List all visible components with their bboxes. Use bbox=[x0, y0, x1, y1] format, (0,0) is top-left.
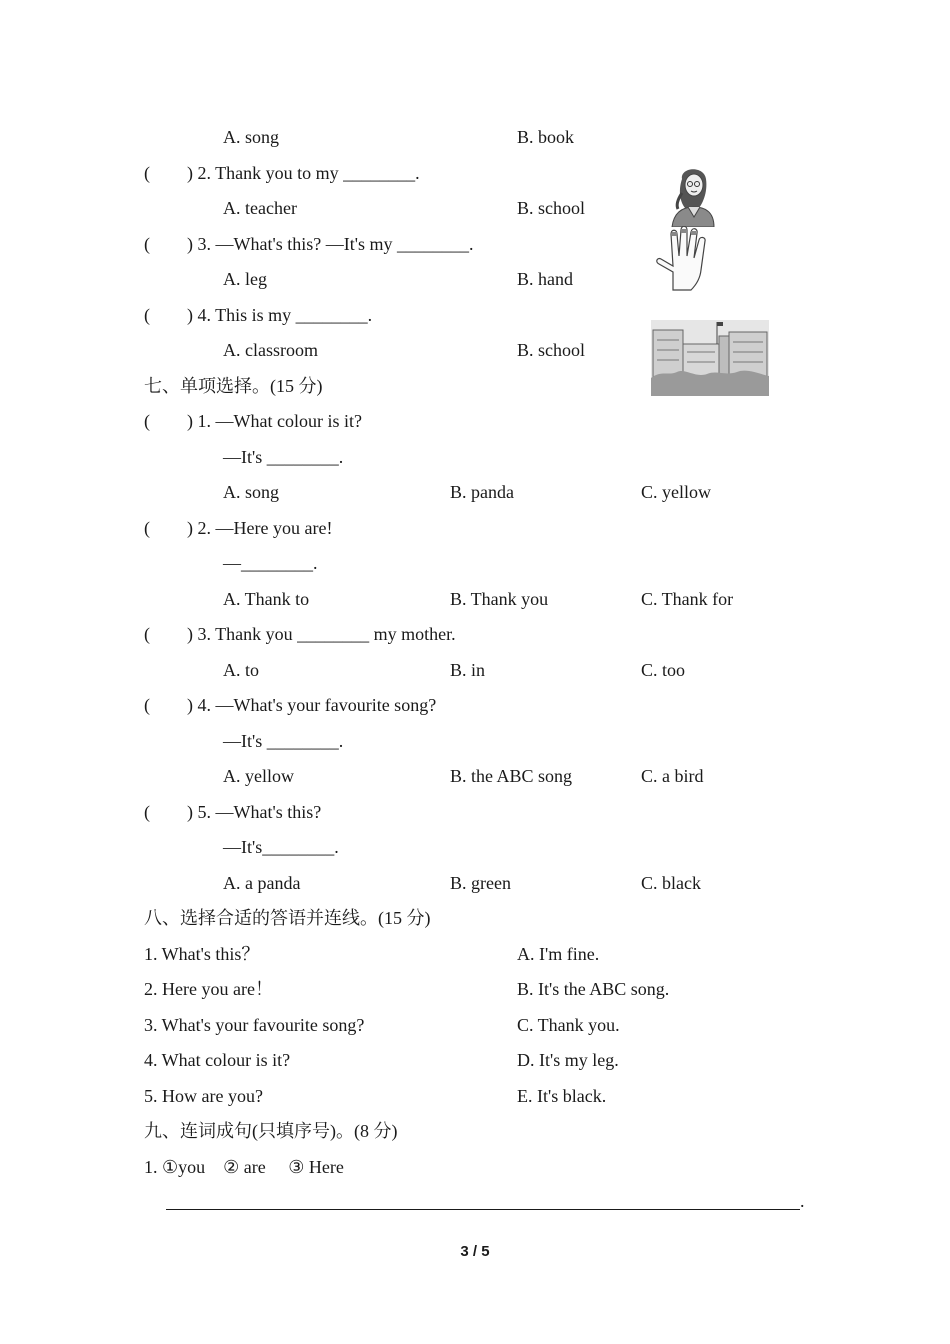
option-a: A. Thank to bbox=[223, 589, 310, 609]
match-question: 5. How are you? bbox=[144, 1086, 263, 1106]
q2-option-a: A. teacher bbox=[223, 198, 297, 218]
school-picture bbox=[651, 320, 769, 396]
question-text: ) 4. —What's your favourite song? bbox=[187, 695, 437, 715]
option-c: C. Thank for bbox=[641, 589, 734, 609]
q3-option-b: B. hand bbox=[517, 269, 573, 289]
q2-option-b: B. school bbox=[517, 198, 586, 218]
answer-line[interactable] bbox=[166, 1209, 800, 1210]
question-text: ) 3. —What's this? —It's my ________. bbox=[187, 234, 474, 254]
answer-paren[interactable]: ( bbox=[144, 234, 150, 254]
match-question: 2. Here you are！ bbox=[144, 979, 273, 999]
answer-paren[interactable]: ( bbox=[144, 305, 150, 325]
answer-paren[interactable]: ( bbox=[144, 518, 150, 538]
match-question: 1. What's this？ bbox=[144, 944, 260, 964]
question-text: ) 4. This is my ________. bbox=[187, 305, 373, 325]
question-sub: —It's________. bbox=[223, 837, 339, 857]
match-question: 3. What's your favourite song? bbox=[144, 1015, 365, 1035]
option-b: B. green bbox=[450, 873, 511, 893]
question-sub: —________. bbox=[223, 553, 318, 573]
option-c: C. a bird bbox=[641, 766, 704, 786]
match-answer: A. I'm fine. bbox=[517, 944, 600, 964]
answer-paren[interactable]: ( bbox=[144, 163, 150, 183]
option-a: A. yellow bbox=[223, 766, 294, 786]
match-answer: D. It's my leg. bbox=[517, 1050, 619, 1070]
answer-paren[interactable]: ( bbox=[144, 802, 150, 822]
option-b: B. the ABC song bbox=[450, 766, 573, 786]
option-c: C. black bbox=[641, 873, 701, 893]
q1-option-a: A. song bbox=[223, 127, 280, 147]
option-b: B. in bbox=[450, 660, 486, 680]
q3-option-a: A. leg bbox=[223, 269, 267, 289]
question-sub: —It's ________. bbox=[223, 447, 344, 467]
option-b: B. Thank you bbox=[450, 589, 549, 609]
answer-paren[interactable]: ( bbox=[144, 411, 150, 431]
question-text: ) 1. —What colour is it? bbox=[187, 411, 362, 431]
question-text: ) 2. Thank you to my ________. bbox=[187, 163, 420, 183]
teacher-picture bbox=[668, 165, 718, 227]
option-b: B. panda bbox=[450, 482, 514, 502]
option-a: A. a panda bbox=[223, 873, 301, 893]
hand-picture bbox=[651, 226, 711, 294]
page-number: 3 / 5 bbox=[460, 1243, 490, 1260]
section-7-title: 七、单项选择。(15 分) bbox=[144, 376, 323, 396]
match-answer: B. It's the ABC song. bbox=[517, 979, 670, 999]
q1-option-b: B. book bbox=[517, 127, 575, 147]
question-text: ) 3. Thank you ________ my mother. bbox=[187, 624, 456, 644]
option-c: C. too bbox=[641, 660, 686, 680]
question-sub: —It's ________. bbox=[223, 731, 344, 751]
question-text: ) 5. —What's this? bbox=[187, 802, 322, 822]
match-answer: E. It's black. bbox=[517, 1086, 607, 1106]
q4-option-b: B. school bbox=[517, 340, 586, 360]
answer-paren[interactable]: ( bbox=[144, 695, 150, 715]
option-a: A. to bbox=[223, 660, 259, 680]
option-c: C. yellow bbox=[641, 482, 711, 502]
answer-paren[interactable]: ( bbox=[144, 624, 150, 644]
match-question: 4. What colour is it? bbox=[144, 1050, 291, 1070]
section-9-title: 九、连词成句(只填序号)。(8 分) bbox=[144, 1121, 398, 1141]
question-text: ) 2. —Here you are! bbox=[187, 518, 333, 538]
sentence-words: 1. ①you ② are ③ Here bbox=[144, 1157, 344, 1177]
q4-option-a: A. classroom bbox=[223, 340, 318, 360]
option-a: A. song bbox=[223, 482, 280, 502]
match-answer: C. Thank you. bbox=[517, 1015, 620, 1035]
answer-line-period: . bbox=[800, 1191, 805, 1211]
section-8-title: 八、选择合适的答语并连线。(15 分) bbox=[144, 908, 431, 928]
